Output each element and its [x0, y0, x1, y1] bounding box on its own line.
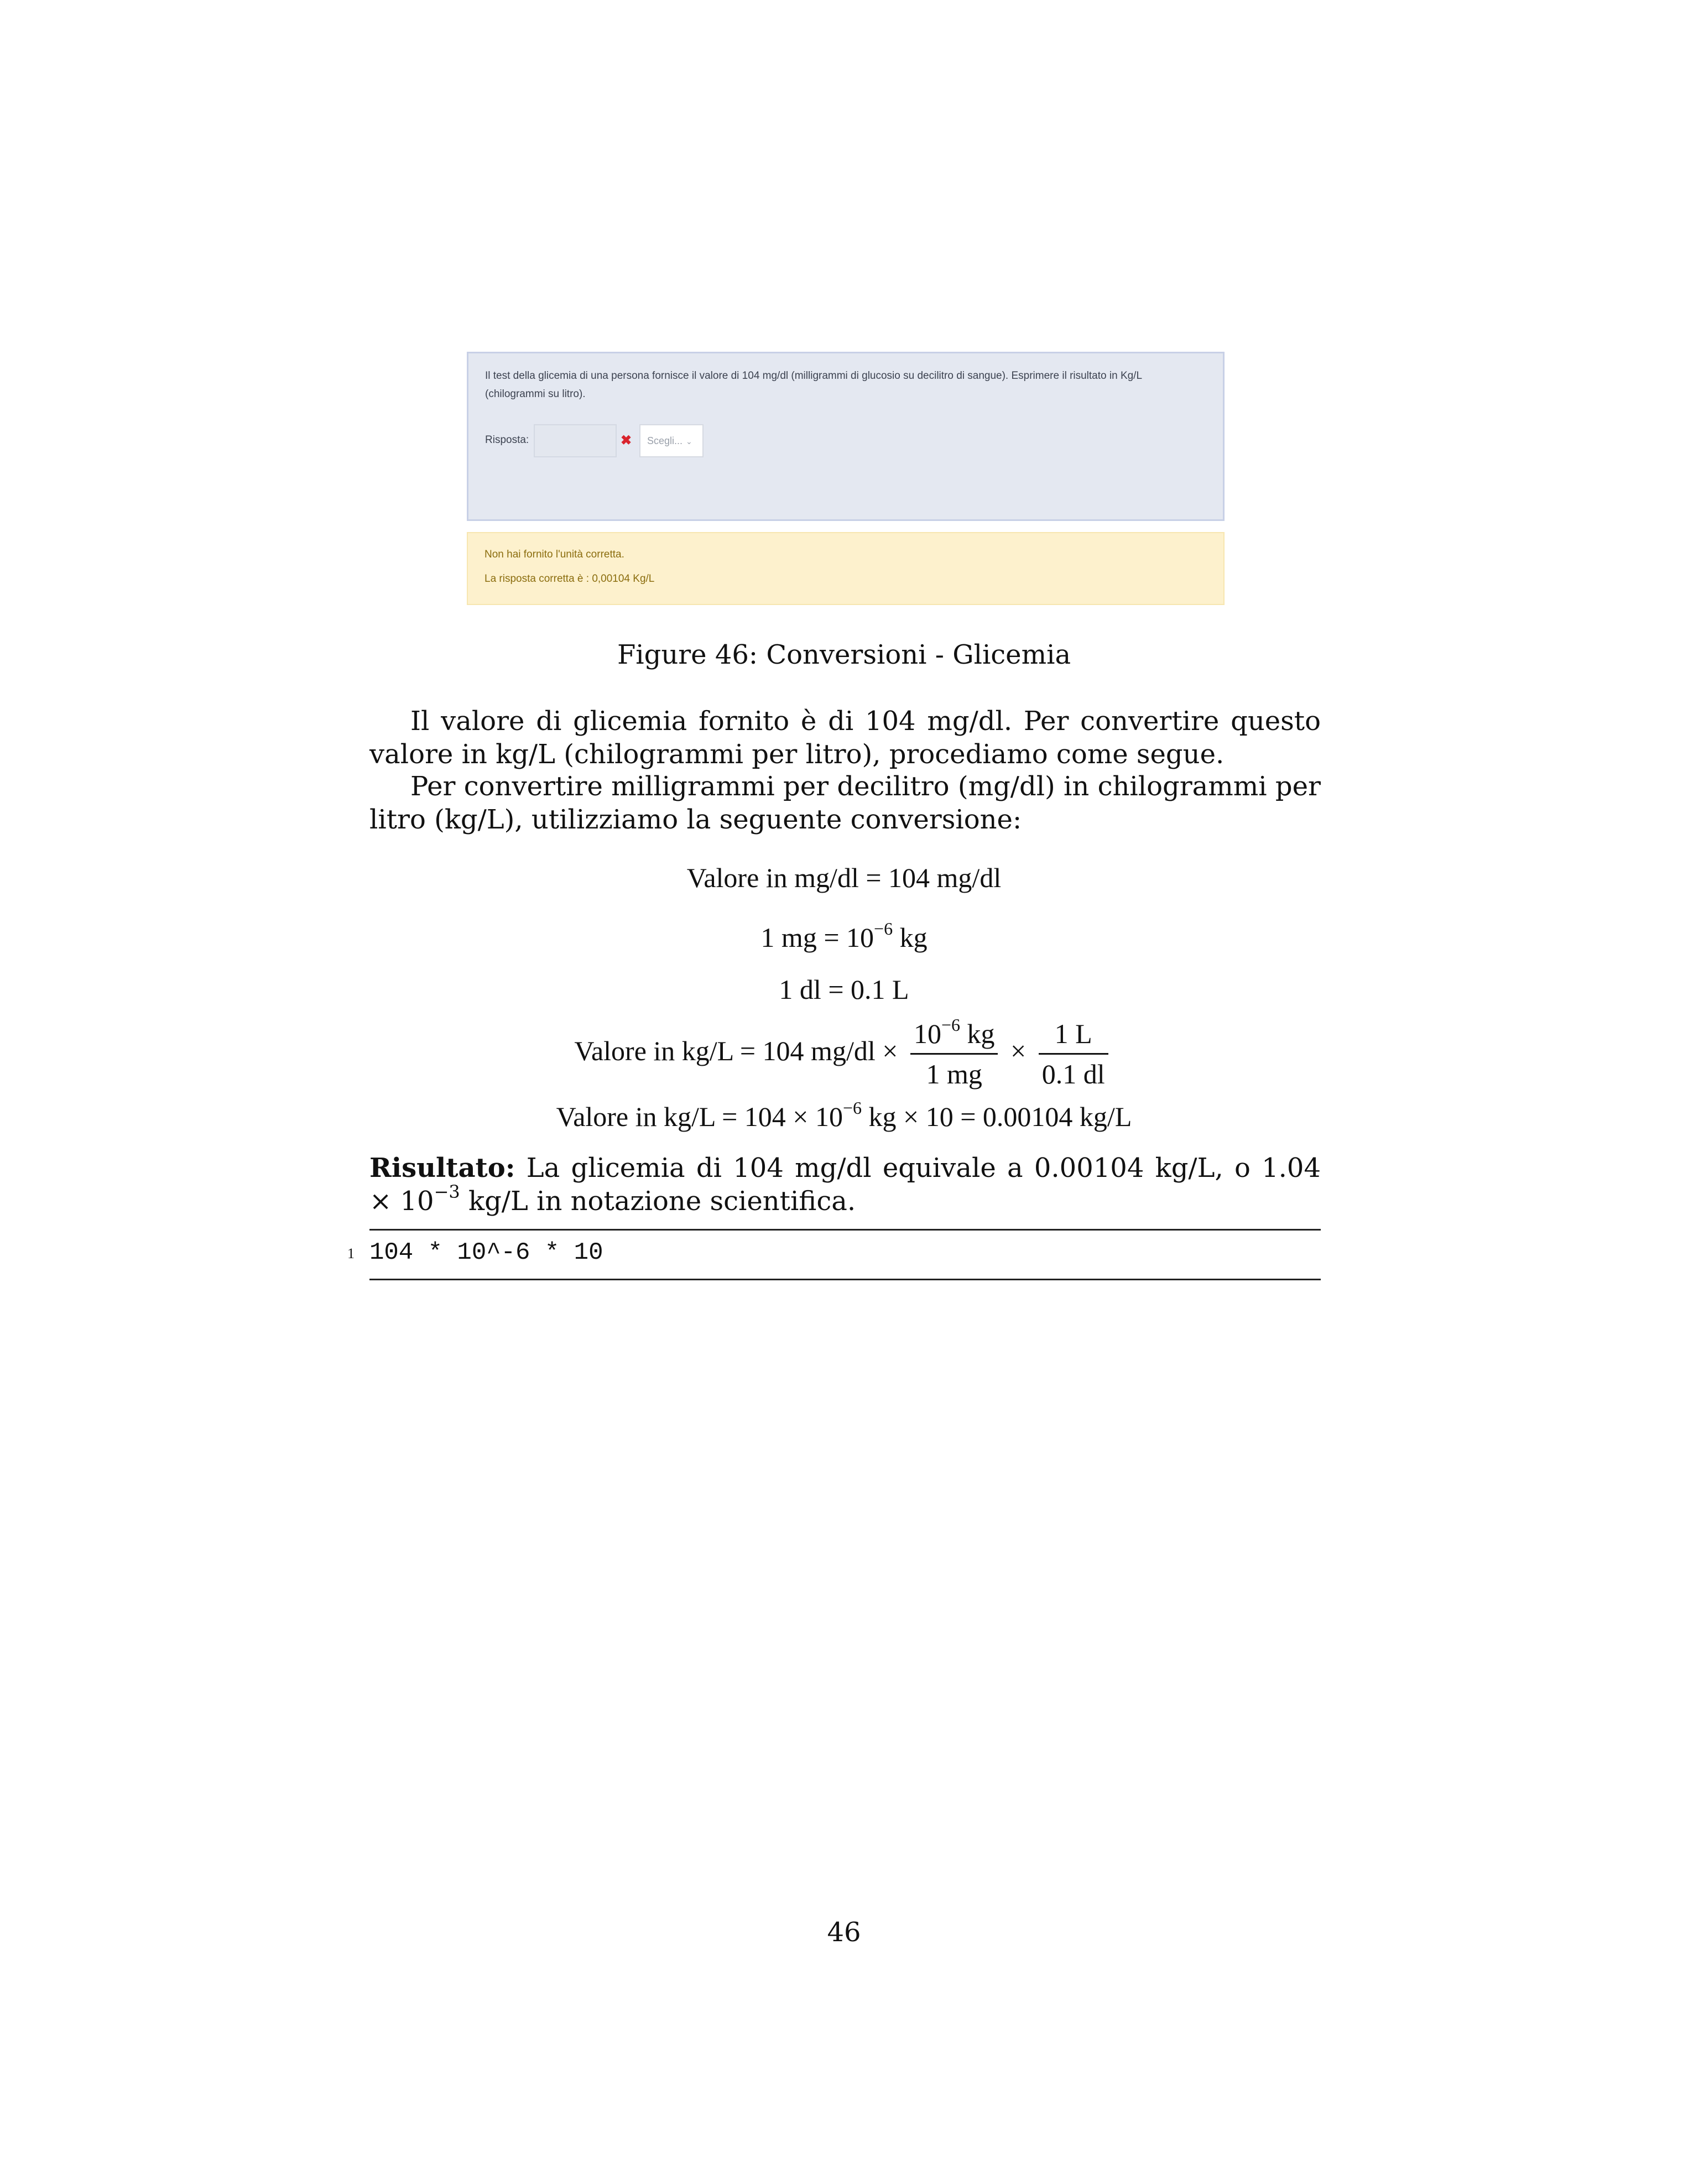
paragraph-intro: Il valore di glicemia fornito è di 104 mg/dl. Per convertire questo valore in kg/L (chilogrammi per litro), procediamo come segue. — [369, 706, 1321, 770]
unit-select[interactable] — [639, 424, 704, 457]
result-text: La glicemia di 104 mg/dl equivale a 0.00104 kg/L, o 1.04 × 10 — [369, 1153, 1321, 1217]
figure-caption: Figure 46: Conversioni - Glicemia — [617, 639, 1071, 670]
eq4-left: Valore in kg/L = 104 mg/dl × — [574, 1035, 898, 1066]
equation-mg-dl: Valore in mg/dl = 104 mg/dl — [686, 862, 1002, 893]
eq5-tail: kg × 10 = 0.00104 kg/L — [862, 1101, 1132, 1132]
fraction-kg-mg — [910, 1015, 998, 1090]
result-text-tail: kg/L in notazione scientifica. — [460, 1186, 856, 1217]
result-label: Risultato: — [369, 1153, 515, 1184]
wrong-answer-icon: ✖ — [620, 433, 632, 448]
equation-dl-l: 1 dl = 0.1 L — [779, 974, 909, 1005]
unit-select-placeholder: Scegli... — [647, 435, 683, 446]
code-block-top-rule — [369, 1229, 1321, 1231]
eq2-tail: kg — [893, 922, 928, 953]
page-number: 46 — [827, 1917, 861, 1948]
feedback-panel — [467, 532, 1225, 605]
fraction-l-dl-numerator: 1 L — [1039, 1018, 1108, 1055]
quiz-question-panel — [467, 352, 1225, 521]
code-line: 104 * 10^-6 * 10 — [369, 1239, 603, 1266]
question-text: Il test della glicemia di una persona fornisce il valore di 104 mg/dl (milligrammi di glucosio su decilitro di sangue). Esprimere il risultato in Kg/L (chilogrammi su litro). — [485, 370, 1142, 400]
fraction-kg-mg-numerator: $10^{-6}$ kg — [910, 1018, 998, 1055]
eq4-times: × — [1010, 1035, 1027, 1066]
eq2-exponent: −6 — [874, 919, 893, 939]
result-paragraph — [369, 1151, 1321, 1218]
chevron-down-icon: ⌄ — [686, 437, 692, 446]
equation-conversion-fractions — [0, 1015, 1688, 1090]
equation-final-result — [0, 1098, 1688, 1133]
result-exponent: −3 — [434, 1181, 460, 1202]
fraction-l-dl-denominator: 0.1 dl — [1041, 1059, 1105, 1090]
code-block-bottom-rule — [369, 1279, 1321, 1280]
equation-mg-kg — [0, 921, 1688, 953]
eq5-exponent: −6 — [842, 1098, 862, 1118]
answer-input[interactable] — [534, 424, 617, 457]
fraction-kg-mg-denominator: 1 mg — [926, 1059, 982, 1090]
correct-answer-message: La risposta corretta è : 0,00104 Kg/L — [484, 573, 655, 585]
code-line-number: 1 — [347, 1245, 355, 1262]
eq5-head: Valore in kg/L = 104 × 10 — [556, 1101, 843, 1132]
fraction-l-dl — [1039, 1018, 1108, 1090]
answer-label: Risposta: — [485, 434, 529, 446]
eq2-base: 1 mg = 10 — [760, 922, 874, 953]
feedback-message: Non hai fornito l'unità corretta. — [484, 549, 624, 560]
paragraph-conversion: Per convertire milligrammi per decilitro (mg/dl) in chilogrammi per litro (kg/L), utilizziamo la seguente conversione: — [369, 771, 1321, 835]
